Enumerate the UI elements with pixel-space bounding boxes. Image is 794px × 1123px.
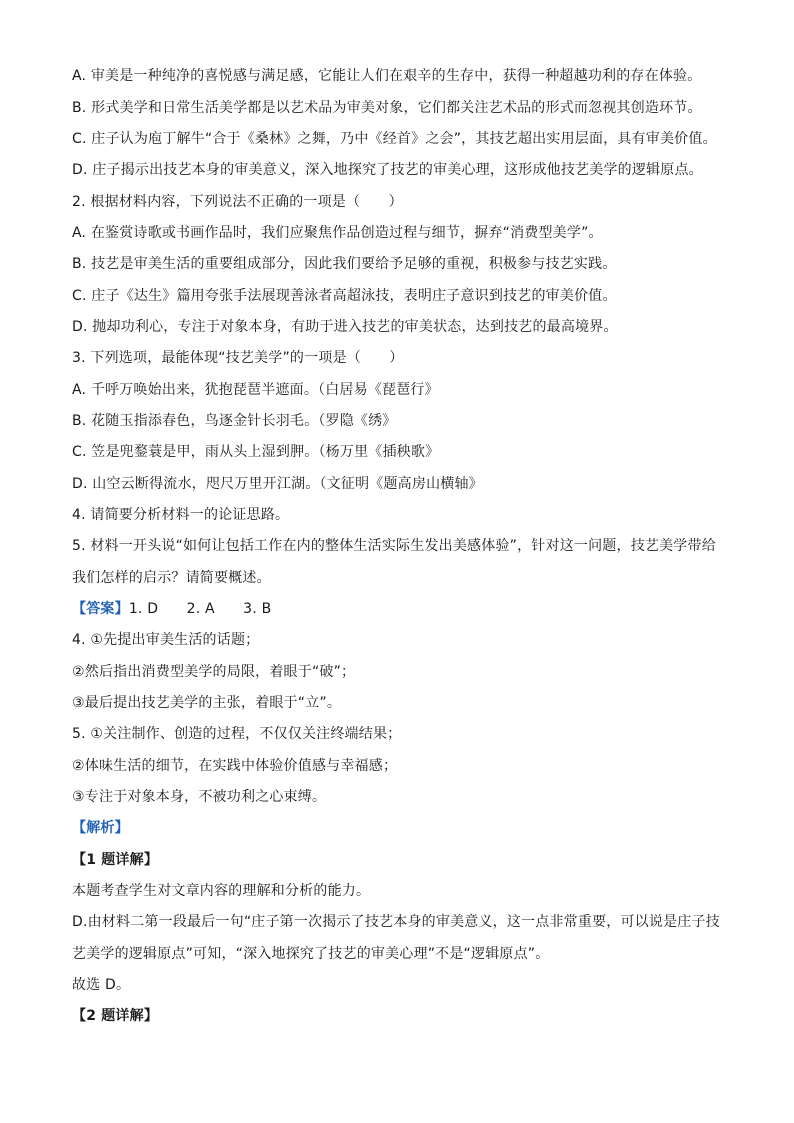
option-b-line: B. 形式美学和日常生活美学都是以艺术品为审美对象，它们都关注艺术品的形式而忽视其创造环节。 — [72, 100, 702, 116]
question-5-line2: 我们怎样的启示？请简要概述。 — [72, 570, 271, 586]
q2-option-b: B. 技艺是审美生活的重要组成部分，因此我们要给予足够的重视，积极参与技艺实践。 — [72, 256, 617, 272]
q2-option-c: C. 庄子《达生》篇用夸张手法展现善泳者高超泳技，表明庄子意识到技艺的审美价值。 — [72, 288, 617, 304]
q2-option-a: A. 在鉴赏诗歌或书画作品时，我们应聚焦作品创造过程与细节，摒弃“消费型美学”。 — [72, 225, 603, 241]
answer-line — [72, 599, 732, 619]
question-2: 2. 根据材料内容，下列说法不正确的一项是（ ） — [72, 194, 403, 210]
answer-tag: 【答案】 — [72, 601, 129, 617]
question-5-line1: 5. 材料一开头说“如何让包括工作在内的整体生活实际生发出美感体验”，针对这一问题，技艺美学带给 — [72, 538, 716, 554]
section-1-line2: D.由材料二第一段最后一句“庄子第一次揭示了技艺本身的审美意义，这一点非常重要，可以说是庄子技 — [72, 914, 720, 930]
section-1-line3: 艺美学的逻辑原点”可知，“深入地探究了技艺的审美心理”不是“逻辑原点”。 — [72, 946, 550, 962]
answer-4-line2: ②然后指出消费型美学的局限，着眼于“破”； — [72, 664, 356, 680]
section-2-heading: 【2 题详解】 — [72, 1008, 159, 1024]
section-1-line1: 本题考查学生对文章内容的理解和分析的能力。 — [72, 883, 371, 899]
q3-option-a: A. 千呼万唤始出来，犹抱琵琶半遮面。（白居易《琵琶行》 — [72, 382, 439, 398]
q2-option-d: D. 抛却功利心，专注于对象本身，有助于进入技艺的审美状态，达到技艺的最高境界。 — [72, 319, 618, 335]
q3-option-b: B. 花随玉指添春色，鸟逐金针长羽毛。（罗隐《绣》 — [72, 413, 397, 429]
answer-text: 1. D 2. A 3. B — [128, 601, 272, 617]
answer-5-line2: ②体味生活的细节，在实践中体验价值感与幸福感； — [72, 758, 398, 774]
option-a-line: A. 审美是一种纯净的喜悦感与满足感，它能让人们在艰辛的生存中，获得一种超越功利的存在体验。 — [72, 68, 702, 84]
analysis-heading: 【解析】 — [72, 820, 129, 836]
answer-4-line1: 4. ①先提出审美生活的话题； — [72, 632, 260, 648]
answer-4-line3: ③最后提出技艺美学的主张，着眼于“立”。 — [72, 695, 342, 711]
answer-5-line1: 5. ①关注制作、创造的过程，不仅仅关注终端结果； — [72, 726, 402, 742]
section-1-heading: 【1 题详解】 — [72, 852, 159, 868]
question-3: 3. 下列选项，最能体现“技艺美学”的一项是（ ） — [72, 350, 404, 366]
q3-option-c: C. 笠是兜鍪蓑是甲，雨从头上湿到胛。（杨万里《插秧歌》 — [72, 444, 440, 460]
option-c-line: C. 庄子认为庖丁解牛“合于《桑林》之舞，乃中《经首》之会”，其技艺超出实用层面，具有审美价值。 — [72, 131, 717, 147]
answer-5-line3: ③专注于对象本身，不被功利之心束缚。 — [72, 789, 327, 805]
q3-option-d: D. 山空云断得流水，咫尺万里开江湖。（文征明《题高房山横轴》 — [72, 476, 483, 492]
section-1-line4: 故选 D。 — [72, 977, 131, 993]
option-d-line: D. 庄子揭示出技艺本身的审美意义，深入地探究了技艺的审美心理，这形成他技艺美学的逻辑原点。 — [72, 162, 703, 178]
question-4: 4. 请简要分析材料一的论证思路。 — [72, 507, 290, 523]
